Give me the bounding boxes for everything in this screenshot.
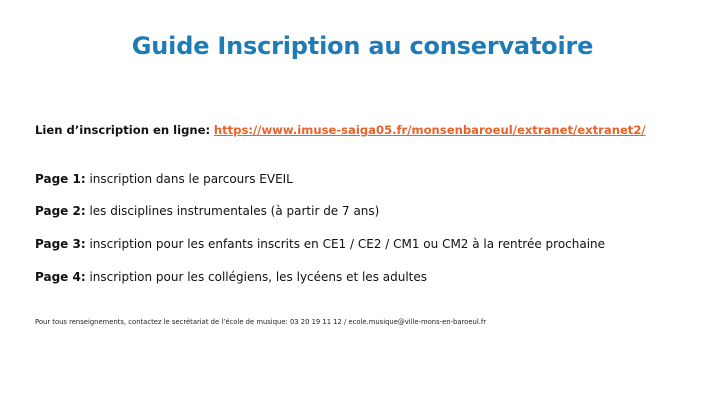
registration-link[interactable]: https://www.imuse-saiga05.fr/monsenbaroeul/extranet/extranet2/ [213, 123, 646, 137]
registration-link-label: Lien d’inscription en ligne: [35, 123, 211, 137]
contact-footer: Pour tous renseignements, contactez le secrétariat de l’école de musique: 03 20 19 11 12 / ecole.musique@ville-mons-en-baroeul.fr [35, 318, 487, 326]
page-4-description [35, 270, 427, 284]
page-2-label: Page 2: [35, 204, 86, 218]
page-title: Guide Inscription au conservatoire [131, 32, 594, 60]
page-1-label: Page 1: [35, 172, 86, 186]
page-2-text: les disciplines instrumentales (à partir de 7 ans) [85, 204, 380, 218]
page-2-description [35, 204, 379, 218]
page-3-text: inscription pour les enfants inscrits en CE1 / CE2 / CM1 ou CM2 à la rentrée prochaine [85, 237, 606, 251]
page-3-label: Page 3: [35, 237, 86, 251]
page-1-description [35, 172, 293, 186]
page-4-text: inscription pour les collégiens, les lycéens et les adultes [85, 270, 428, 284]
registration-link-row [35, 123, 646, 137]
page-1-text: inscription dans le parcours EVEIL [85, 172, 293, 186]
page-4-label: Page 4: [35, 270, 86, 284]
page-3-description [35, 237, 605, 251]
